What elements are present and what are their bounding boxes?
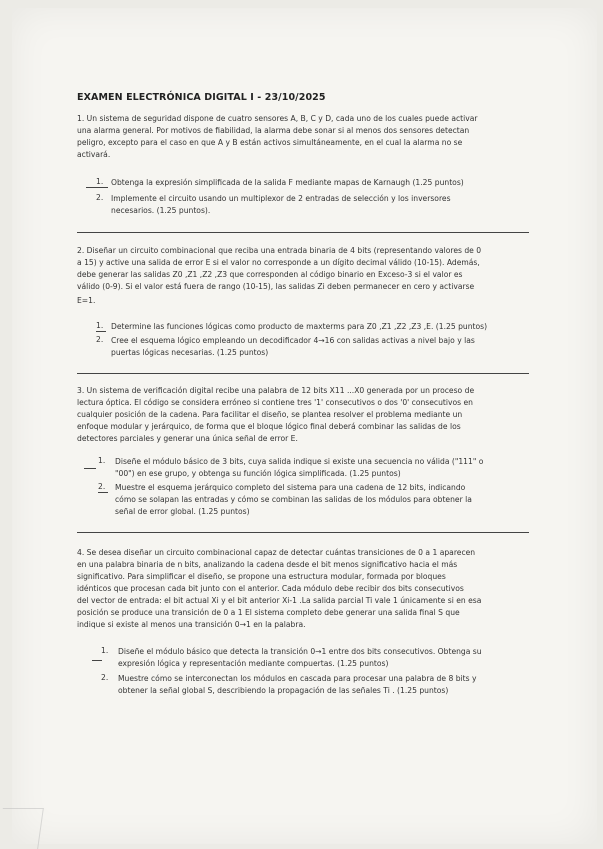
q4-item-text: obtener la señal global S, describiendo la propagación de las señales Ti . (1.25 puntos) — [118, 686, 449, 695]
q3-item-text: "00") en ese grupo, y obtenga su función lógica simplificada. (1.25 puntos) — [115, 469, 401, 478]
q3-line: lectura óptica. El código se considera erróneo si contiene tres '1' consecutivos o dos '0' consecutivos en — [77, 398, 473, 407]
q3-item-number: 1. — [98, 456, 106, 465]
q4-item-text: Muestre cómo se interconectan los módulos en cascada para procesar una palabra de 8 bits y — [118, 674, 477, 683]
q2-line: E=1. — [77, 296, 96, 305]
q3-item-text: Muestre el esquema jerárquico completo del sistema para una cadena de 12 bits, indicando — [115, 483, 466, 492]
q4-item-text: expresión lógica y representación mediante compuertas. (1.25 puntos) — [118, 659, 389, 668]
pen-underline — [96, 331, 106, 332]
q4-line: del vector de entrada: el bit actual Xi y el bit anterior Xi-1 .La salida parcial Ti vale 1 únicamente si en esa — [77, 596, 482, 605]
q1-line: 1. Un sistema de seguridad dispone de cuatro sensores A, B, C y D, cada uno de los cuales puede activar — [77, 114, 478, 123]
q3-line: cualquier posición de la cadena. Para facilitar el diseño, se plantea resolver el problema mediante un — [77, 410, 463, 419]
pen-underline — [98, 492, 108, 493]
section-divider — [77, 373, 529, 374]
q4-line: en una palabra binaria de n bits, analizando la cadena desde el bit menos significativo hacia el más — [77, 560, 458, 569]
q2-item-text: Cree el esquema lógico empleando un decodificador 4→16 con salidas activas a nivel bajo y las — [111, 336, 475, 345]
q2-line: a 15) y active una salida de error E si el valor no corresponde a un dígito decimal válido (10-15). Además, — [77, 258, 480, 267]
q2-item-number: 2. — [96, 335, 104, 344]
q2-item-text: Determine las funciones lógicas como producto de maxterms para Z0 ,Z1 ,Z2 ,Z3 ,E. (1.25 puntos) — [111, 322, 488, 331]
q4-line: posición se produce una transición de 0 a 1 El sistema completo debe generar una salida final S que — [77, 608, 460, 617]
exam-title: EXAMEN ELECTRÓNICA DIGITAL I - 23/10/2025 — [77, 92, 326, 103]
q4-line: idénticos que procesan cada bit junto con el anterior. Cada módulo debe recibir dos bits consecutivos — [77, 584, 464, 593]
q4-item-number: 1. — [101, 646, 109, 655]
q1-line: una alarma general. Por motivos de fiabilidad, la alarma debe sonar si al menos dos sensores detectan — [77, 126, 470, 135]
q2-item-number: 1. — [96, 321, 104, 330]
q2-item-text: puertas lógicas necesarias. (1.25 puntos) — [111, 348, 269, 357]
q3-line: detectores parciales y generar una única señal de error E. — [77, 434, 298, 443]
q3-line: 3. Un sistema de verificación digital recibe una palabra de 12 bits X11 ...X0 generada por un proceso de — [77, 386, 475, 395]
section-divider — [77, 532, 529, 533]
q1-item-number: 2. — [96, 193, 104, 202]
q3-item-text: Diseñe el módulo básico de 3 bits, cuya salida indique si existe una secuencia no válida ("111" o — [115, 457, 484, 466]
q3-item-text: cómo se solapan las entradas y cómo se combinan las salidas de los módulos para obtener la — [115, 495, 472, 504]
q3-line: enfoque modular y jerárquico, de forma que el bloque lógico final deberá combinar las salidas de los — [77, 422, 461, 431]
q1-item-text: Obtenga la expresión simplificada de la salida F mediante mapas de Karnaugh (1.25 puntos) — [111, 178, 464, 187]
q4-line: 4. Se desea diseñar un circuito combinacional capaz de detectar cuántas transiciones de 0 a 1 aparecen — [77, 548, 476, 557]
q1-item-text: Implemente el circuito usando un multiplexor de 2 entradas de selección y los inversores — [111, 194, 451, 203]
q3-item-text: señal de error global. (1.25 puntos) — [115, 507, 250, 516]
pen-underline — [86, 187, 108, 188]
q3-item-number: 2. — [98, 482, 106, 491]
q1-item-text: necesarios. (1.25 puntos). — [111, 206, 211, 215]
q1-line: activará. — [77, 150, 111, 159]
q2-line: 2. Diseñar un circuito combinacional que reciba una entrada binaria de 4 bits (representando valores de 0 — [77, 246, 482, 255]
q4-line: indique si existe al menos una transición 0→1 en la palabra. — [77, 620, 306, 629]
q1-line: peligro, excepto para el caso en que A y B están activos simultáneamente, en el cual la alarma no se — [77, 138, 463, 147]
pen-mark — [84, 468, 96, 469]
paper-corner-fold — [0, 808, 44, 849]
q4-item-text: Diseñe el módulo básico que detecta la transición 0→1 entre dos bits consecutivos. Obtenga su — [118, 647, 482, 656]
q4-line: significativo. Para simplificar el diseño, se propone una estructura modular, formada por bloques — [77, 572, 446, 581]
q2-line: debe generar las salidas Z0 ,Z1 ,Z2 ,Z3 que corresponden al código binario en Exceso-3 si el valor es — [77, 270, 463, 279]
pen-mark — [92, 660, 102, 661]
q1-item-number: 1. — [96, 177, 104, 186]
section-divider — [77, 232, 529, 233]
q4-item-number: 2. — [101, 673, 109, 682]
q2-line: válido (0-9). Si el valor está fuera de rango (10-15), las salidas Zi deben permanecer en cero y activarse — [77, 282, 475, 291]
